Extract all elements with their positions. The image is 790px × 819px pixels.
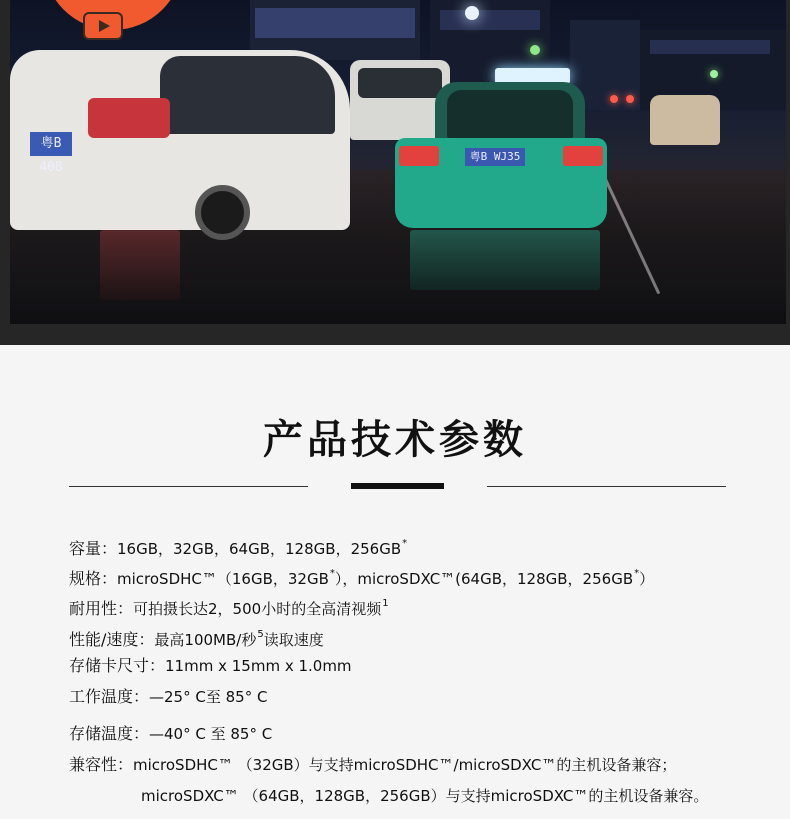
spec-performance — [69, 624, 324, 651]
title-divider-right — [487, 486, 726, 487]
spec-capacity — [69, 533, 407, 560]
spec-label: 工作温度： — [69, 687, 150, 706]
spec-value: —40° C 至 85° C — [149, 725, 273, 743]
spec-label: 性能/速度： — [69, 630, 155, 649]
spec-value-3: ） — [639, 570, 655, 588]
spec-value-2: 读取速度 — [263, 631, 324, 649]
spec-footnote: 1 — [382, 598, 389, 609]
spec-footnote-2: * — [634, 568, 640, 579]
spec-durability — [69, 593, 389, 620]
taxi-plate: 粤B WJ35 — [465, 148, 525, 166]
dashcam-banner — [0, 0, 790, 345]
spec-value-2: ），microSDXC™(64GB，128GB，256GB — [334, 570, 634, 588]
spec-footnote: * — [329, 568, 335, 579]
spec-footnote: * — [402, 538, 408, 549]
spec-label: 规格： — [69, 569, 118, 588]
license-plate: 粤B 408 — [30, 132, 72, 156]
spec-label: 兼容性： — [69, 755, 134, 774]
title-divider-center — [351, 483, 444, 489]
section-title: 产品技术参数 — [263, 417, 527, 463]
spec-operating-temp — [69, 686, 267, 708]
distant-car — [650, 95, 720, 145]
title-divider-left — [69, 486, 308, 487]
spec-value: 最高100MB/秒 — [154, 631, 257, 649]
play-icon[interactable] — [83, 12, 123, 40]
spec-compatibility — [69, 754, 676, 776]
spec-card-size — [69, 655, 352, 677]
spec-value: microSDHC™（16GB，32GB — [117, 570, 329, 588]
spec-storage-temp — [69, 723, 272, 745]
spec-format — [69, 563, 654, 590]
spec-label: 存储卡尺寸： — [69, 656, 166, 675]
spec-compatibility-cont — [141, 785, 708, 807]
spec-label: 耐用性： — [69, 599, 134, 618]
spec-label: 存储温度： — [69, 724, 150, 743]
white-car — [10, 20, 355, 240]
spec-value: —25° C至 85° C — [149, 688, 268, 706]
spec-label: 容量： — [69, 539, 118, 558]
green-taxi — [395, 68, 610, 236]
spec-footnote: 5 — [257, 629, 264, 640]
dashcam-night-photo — [10, 0, 786, 324]
spec-value: 16GB，32GB，64GB，128GB，256GB — [117, 540, 402, 558]
spec-value: microSDXC™ （64GB，128GB，256GB）与支持microSDXC™的主机设备兼容。 — [141, 787, 709, 805]
spec-value: 可拍摄长达2，500小时的全高清视频 — [133, 600, 382, 618]
spec-value: microSDHC™ （32GB）与支持microSDHC™/microSDXC™的主机设备兼容； — [133, 756, 677, 774]
spec-value: 11mm x 15mm x 1.0mm — [165, 657, 352, 675]
